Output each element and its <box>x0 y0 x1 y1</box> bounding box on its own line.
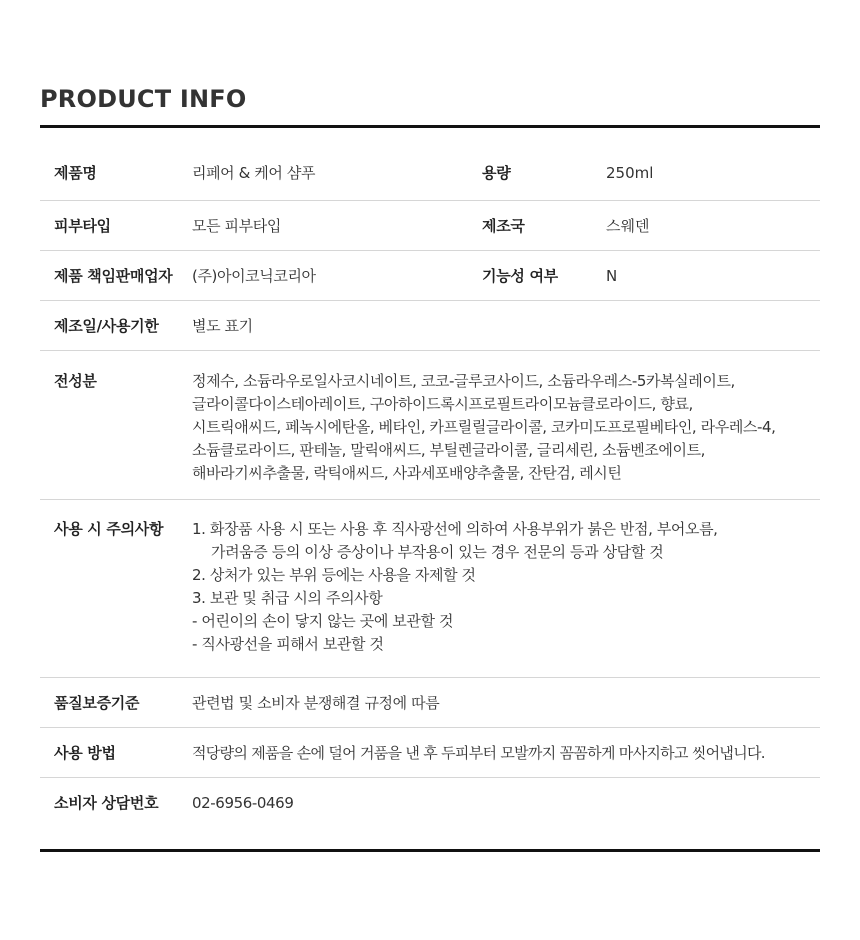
usage-label: 사용 방법 <box>54 744 116 762</box>
bottom-divider <box>40 849 820 852</box>
row-manufacture-date <box>40 301 820 351</box>
quality-label: 품질보증기준 <box>54 694 140 712</box>
origin-value: 스웨덴 <box>606 217 650 235</box>
caution-line: 3. 보관 및 취급 시의 주의사항 <box>192 589 383 607</box>
caution-line: - 직사광선을 피해서 보관할 것 <box>192 635 384 653</box>
product-name-label: 제품명 <box>54 164 97 182</box>
row-contact <box>40 778 820 849</box>
ingredients-line: 정제수, 소듐라우로일사코시네이트, 코코-글루코사이드, 소듐라우레스-5카복실레이트, <box>192 372 735 390</box>
caution-line: 1. 화장품 사용 시 또는 사용 후 직사광선에 의하여 사용부위가 붉은 반점, 부어오름, <box>192 520 718 538</box>
ingredients-line: 글라이콜다이스테아레이트, 구아하이드록시프로필트라이모늄클로라이드, 향료, <box>192 395 693 413</box>
usage-value: 적당량의 제품을 손에 덜어 거품을 낸 후 두피부터 모발까지 꼼꼼하게 마사지하고 씻어냅니다. <box>192 744 765 762</box>
row-product-name <box>40 128 820 201</box>
row-skin-type <box>40 201 820 251</box>
row-quality <box>40 678 820 728</box>
section-title: PRODUCT INFO <box>40 85 247 113</box>
caution-line: - 어린이의 손이 닿지 않는 곳에 보관할 것 <box>192 612 454 630</box>
row-caution <box>40 500 820 678</box>
caution-line: 가려움증 등의 이상 증상이나 부작용이 있는 경우 전문의 등과 상담할 것 <box>211 543 664 561</box>
seller-value: (주)아이코닉코리아 <box>192 267 316 285</box>
volume-value: 250ml <box>606 164 654 182</box>
origin-label: 제조국 <box>482 217 525 235</box>
functional-label: 기능성 여부 <box>482 267 558 285</box>
row-ingredients <box>40 351 820 500</box>
contact-value: 02-6956-0469 <box>192 794 294 812</box>
row-responsible-seller <box>40 251 820 301</box>
product-name-value: 리페어 & 케어 샴푸 <box>192 164 316 182</box>
caution-value <box>192 518 820 656</box>
ingredients-line: 소듐클로라이드, 판테놀, 말릭애씨드, 부틸렌글라이콜, 글리세린, 소듐벤조에이트, <box>192 441 706 459</box>
volume-label: 용량 <box>482 164 511 182</box>
manufacture-date-label: 제조일/사용기한 <box>54 317 159 335</box>
product-info-section <box>40 0 820 852</box>
caution-label: 사용 시 주의사항 <box>54 520 164 538</box>
skin-type-label: 피부타입 <box>54 217 111 235</box>
ingredients-value <box>192 370 820 485</box>
skin-type-value: 모든 피부타입 <box>192 217 281 235</box>
quality-value: 관련법 및 소비자 분쟁해결 규정에 따름 <box>192 694 440 712</box>
manufacture-date-value: 별도 표기 <box>192 317 253 335</box>
functional-value: N <box>606 267 618 285</box>
ingredients-label: 전성분 <box>54 372 97 390</box>
seller-label: 제품 책임판매업자 <box>54 267 173 285</box>
ingredients-line: 시트릭애씨드, 페녹시에탄올, 베타인, 카프릴릴글라이콜, 코카미도프로필베타인, 라우레스-4, <box>192 418 776 436</box>
ingredients-line: 해바라기씨추출물, 락틱애씨드, 사과세포배양추출물, 잔탄검, 레시틴 <box>192 464 622 482</box>
contact-label: 소비자 상담번호 <box>54 794 159 812</box>
row-usage <box>40 728 820 778</box>
caution-line: 2. 상처가 있는 부위 등에는 사용을 자제할 것 <box>192 566 476 584</box>
